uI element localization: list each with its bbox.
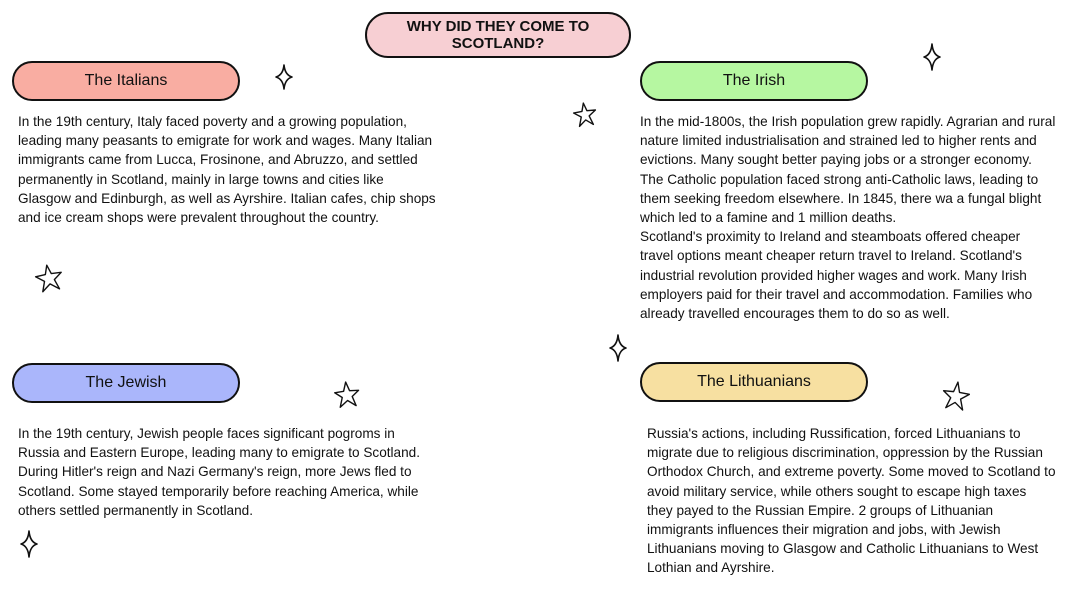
- four-point-sparkle-icon: [923, 43, 941, 71]
- text-line: industrial revolution provided higher wages and work. Many Irish: [640, 267, 1027, 283]
- text-line: permanently in Scotland, mainly in large towns and cities like: [18, 171, 384, 187]
- page-title-line-2: SCOTLAND?: [451, 35, 545, 52]
- text-line: Scotland. Some stayed temporarily before reaching America, while: [18, 483, 419, 499]
- text-line: Lithuanians moving to Glasgow and Catholic Lithuanians to West: [647, 541, 1039, 557]
- irish-heading: The Irish: [722, 72, 786, 89]
- text-line: immigrants influences their migration and jobs, with Jewish: [647, 522, 1001, 538]
- text-line: employers paid for their travel and accommodation. Families who: [640, 286, 1033, 302]
- five-point-star-icon: [33, 262, 65, 294]
- italians-text: [18, 112, 436, 227]
- five-point-star-icon: [940, 379, 972, 413]
- text-line: they payed to the Russian Empire. 2 groups of Lithuanian: [647, 502, 994, 518]
- text-line: Russia's actions, including Russification, forced Lithuanians to: [647, 426, 1021, 441]
- text-line: In the mid-1800s, the Irish population grew rapidly. Agrarian and rural: [640, 114, 1056, 129]
- page-title-line-1: WHY DID THEY COME TO: [406, 18, 590, 35]
- five-point-star-icon: [572, 101, 598, 129]
- text-line: Lothian and Ayrshire.: [647, 560, 775, 576]
- text-line: travel options meant cheaper return travel to Ireland. Scotland's: [640, 248, 1022, 264]
- lithuanians-heading-pill: [640, 362, 868, 402]
- text-line: The Catholic population faced strong anti-Catholic laws, leading to: [640, 171, 1039, 187]
- text-line: and ice cream shops were prevalent throughout the country.: [18, 210, 379, 226]
- jewish-heading-pill: [12, 363, 240, 403]
- italians-heading-pill: [12, 61, 240, 101]
- five-point-star-icon: [333, 380, 361, 410]
- irish-text: [640, 112, 1055, 323]
- irish-heading-pill: [640, 61, 868, 101]
- four-point-sparkle-icon: [609, 334, 627, 362]
- text-line: them seeking freedom elsewhere. In 1845, there wa a fungal blight: [640, 190, 1042, 206]
- text-line: leading many peasants to emigrate for work and wages. Many Italian: [18, 133, 433, 149]
- lithuanians-heading: The Lithuanians: [697, 373, 811, 390]
- text-line: nature limited industrialisation and strained led to higher rents and: [640, 133, 1037, 149]
- text-line: In the 19th century, Italy faced poverty and a growing population,: [18, 114, 407, 129]
- text-line: Scotland's proximity to Ireland and steamboats offered cheaper: [640, 229, 1021, 245]
- text-line: evictions. Many sought better paying jobs or a stronger economy.: [640, 152, 1032, 168]
- text-line: Orthodox Church, and extreme poverty. Some moved to Scotland to: [647, 464, 1056, 480]
- text-line: Russia and Eastern Europe, leading many to emigrate to Scotland.: [18, 445, 421, 461]
- text-line: During Hitler's reign and Nazi Germany's reign, more Jews fled to: [18, 464, 412, 480]
- jewish-heading: The Jewish: [85, 374, 167, 391]
- text-line: migrate due to religious discrimination, oppression by the Russian: [647, 445, 1043, 461]
- lithuanians-text: [647, 424, 1056, 578]
- text-line: In the 19th century, Jewish people faces significant pogroms in: [18, 426, 395, 441]
- four-point-sparkle-icon: [20, 530, 38, 558]
- four-point-sparkle-icon: [275, 64, 293, 90]
- text-line: already travelled encourages them to do so as well.: [640, 306, 950, 322]
- text-line: immigrants came from Lucca, Frosinone, and Abruzzo, and settled: [18, 152, 418, 168]
- page-title: [365, 12, 631, 58]
- text-line: avoid military service, while others sought to escape high taxes: [647, 483, 1027, 499]
- text-line: Glasgow and Edinburgh, as well as Ayrshire. Italian cafes, chip shops: [18, 190, 436, 206]
- italians-heading: The Italians: [84, 72, 168, 89]
- jewish-text: [18, 424, 420, 520]
- text-line: others settled permanently in Scotland.: [18, 502, 254, 518]
- text-line: which led to a famine and 1 million deaths.: [640, 210, 897, 226]
